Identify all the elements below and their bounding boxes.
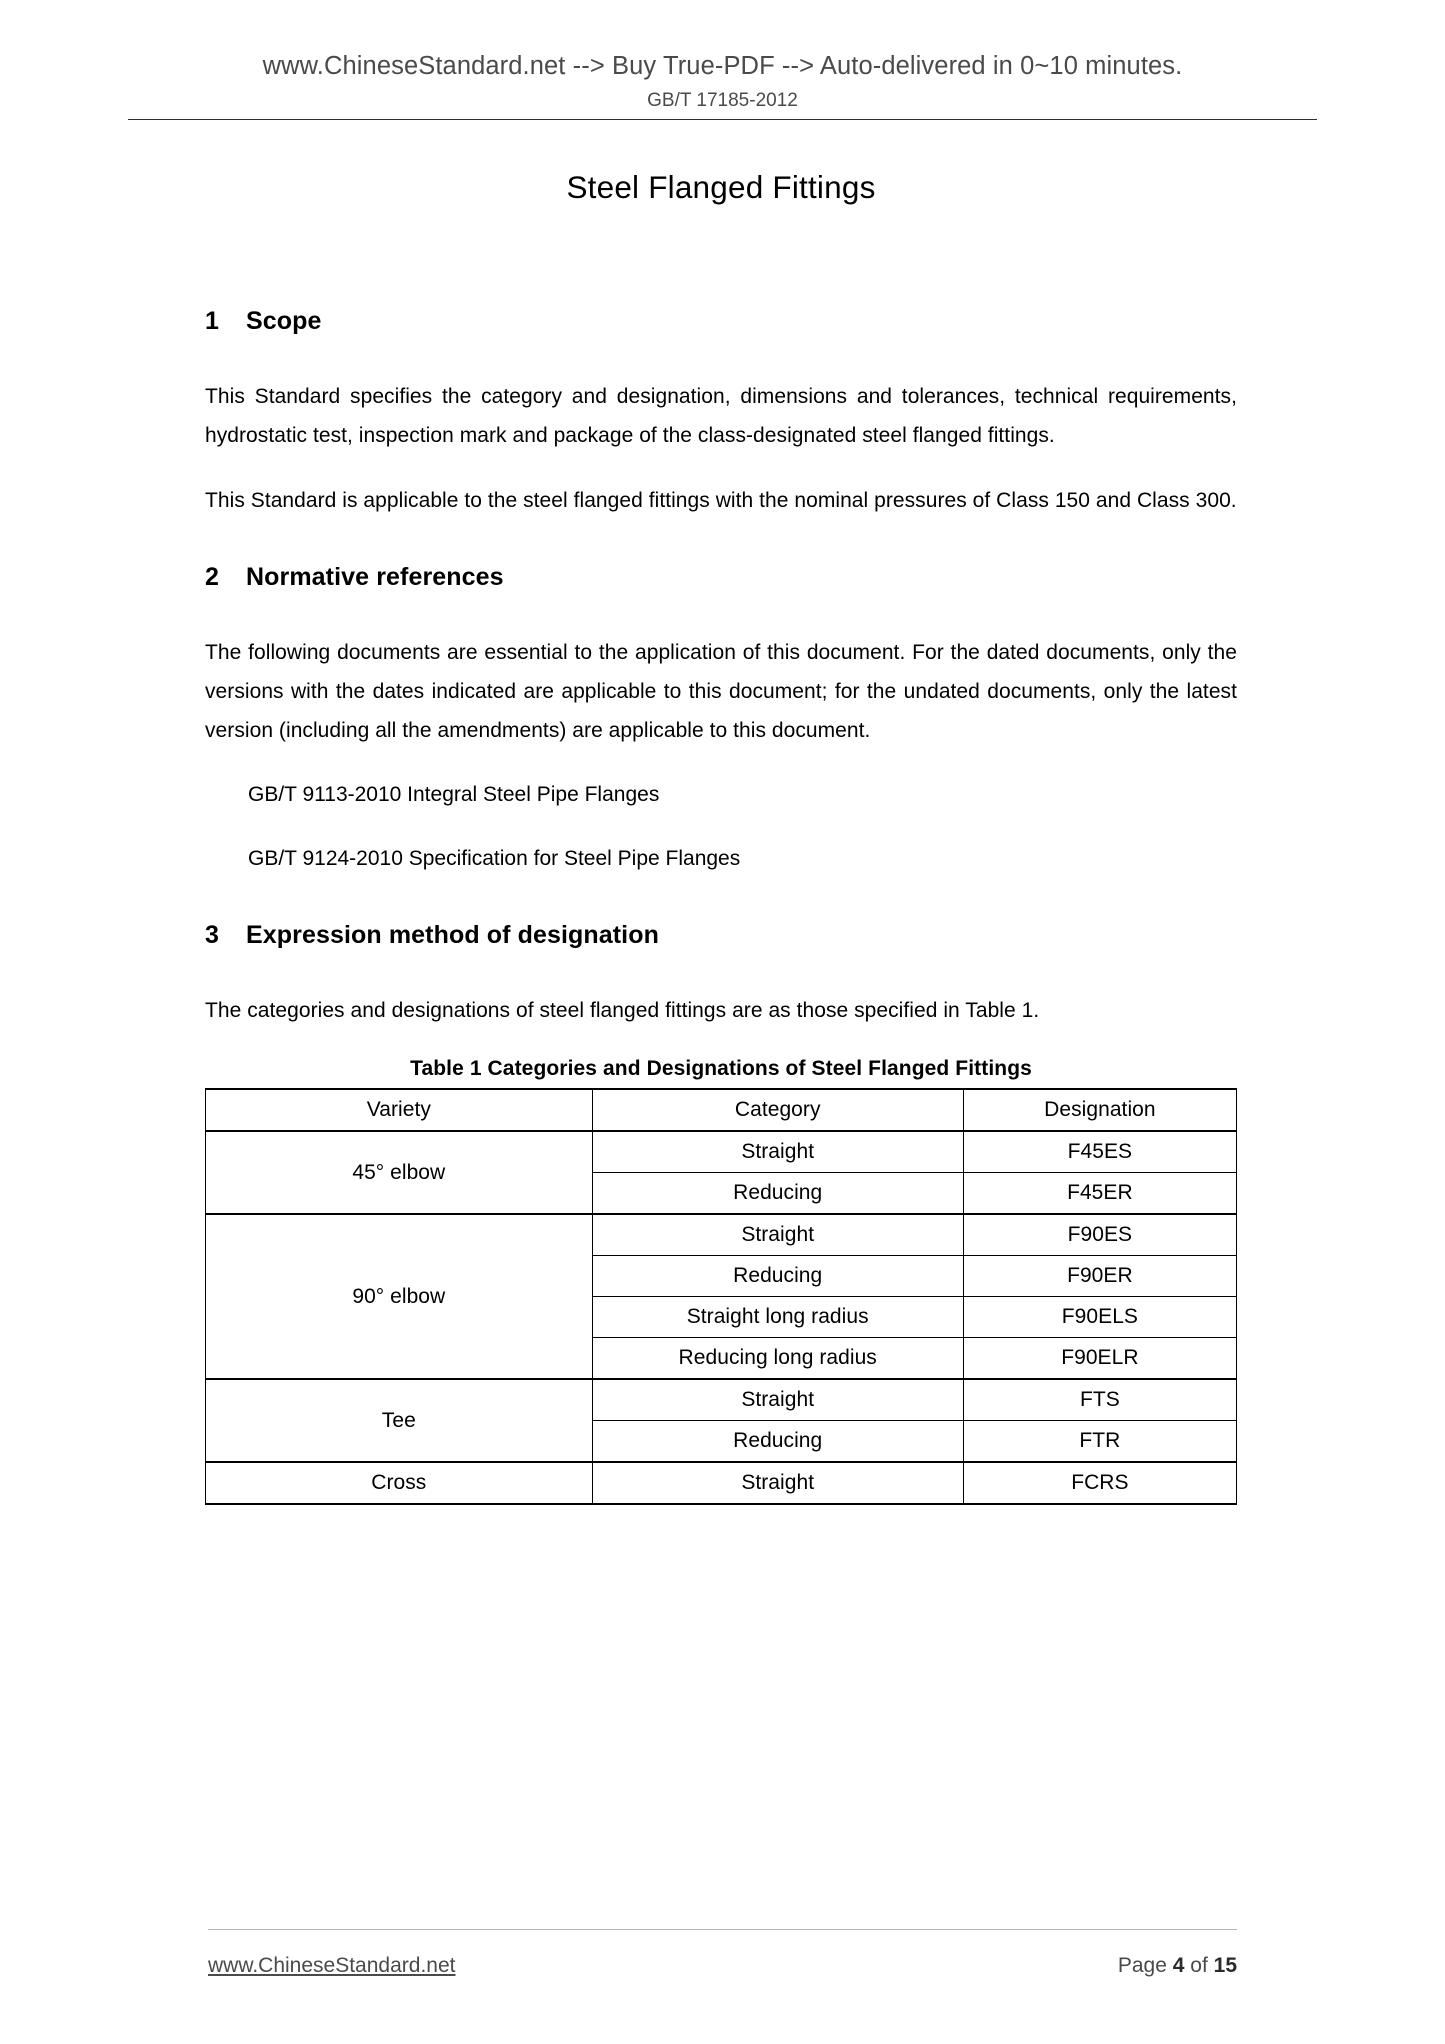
footer-divider [208, 1929, 1237, 1930]
footer-site-link[interactable]: www.ChineseStandard.net [208, 1954, 456, 1977]
table-cell-designation: F90ER [963, 1256, 1236, 1297]
table-cell-category: Straight [592, 1131, 963, 1173]
page-prefix-label: Page [1117, 1954, 1173, 1977]
page-title: Steel Flanged Fittings [566, 169, 876, 205]
table-cell-category: Reducing [592, 1256, 963, 1297]
table-cell-category: Straight [592, 1214, 963, 1256]
table-cell-designation: FTS [963, 1379, 1236, 1421]
table-cell-variety: 90° elbow [206, 1214, 593, 1379]
table-cell-category: Reducing [592, 1173, 963, 1215]
table-row [206, 1214, 1237, 1256]
section-title: Scope [246, 307, 322, 335]
table-cell-category: Straight [592, 1462, 963, 1504]
table-cell-designation: F90ES [963, 1214, 1236, 1256]
page-middle-label: of [1184, 1954, 1214, 1977]
page-current-number: 4 [1172, 1954, 1185, 1977]
scope-paragraph-1: This Standard specifies the category and designation, dimensions and tolerances, technical requirements, hydrostatic test, inspection mark and package of the class-designated steel flanged fittings. [205, 385, 1237, 447]
promo-banner-text: www.ChineseStandard.net --> Buy True-PDF --> Auto-delivered in 0~10 minutes. [262, 52, 1183, 80]
section-heading-normative-references [205, 563, 1237, 592]
page-total-number: 15 [1213, 1954, 1237, 1977]
table-column-header: Designation [963, 1089, 1236, 1131]
table-column-header: Category [592, 1089, 963, 1131]
section-number: 3 [205, 921, 220, 949]
table-row [206, 1131, 1237, 1173]
table-cell-variety: 45° elbow [206, 1131, 593, 1214]
table-categories-designations [205, 1088, 1237, 1505]
section-title: Normative references [246, 563, 504, 591]
reference-item-gbt9113: GB/T 9113-2010 Integral Steel Pipe Flanges [248, 783, 660, 806]
table-cell-designation: F45ES [963, 1131, 1236, 1173]
table-body [206, 1089, 1237, 1504]
table-header-row [206, 1089, 1237, 1131]
expression-method-paragraph: The categories and designations of steel flanged fittings are as those specified in Table 1. [205, 999, 1040, 1022]
section-heading-expression-method [205, 921, 1237, 950]
section-number: 1 [205, 307, 220, 335]
page-header [0, 0, 1445, 120]
standard-number: GB/T 17185-2012 [647, 90, 798, 111]
page-footer [208, 1929, 1237, 1978]
reference-item-gbt9124: GB/T 9124-2010 Specification for Steel Pipe Flanges [248, 847, 741, 870]
table-cell-designation: F45ER [963, 1173, 1236, 1215]
table-row [206, 1462, 1237, 1504]
page-number-indicator [1118, 1954, 1237, 1978]
section-number: 2 [205, 563, 220, 591]
section-heading-scope [205, 307, 1237, 336]
table-cell-category: Straight [592, 1379, 963, 1421]
table-cell-category: Straight long radius [592, 1297, 963, 1338]
section-title: Expression method of designation [246, 921, 659, 949]
scope-paragraph-2: This Standard is applicable to the steel flanged fittings with the nominal pressures of Class 150 and Class 300. [205, 489, 1237, 512]
table-cell-designation: FTR [963, 1421, 1236, 1463]
header-divider [128, 119, 1317, 120]
table-cell-variety: Cross [206, 1462, 593, 1504]
table-cell-variety: Tee [206, 1379, 593, 1462]
table-cell-category: Reducing long radius [592, 1338, 963, 1380]
table-cell-designation: F90ELS [963, 1297, 1236, 1338]
table-cell-designation: FCRS [963, 1462, 1236, 1504]
normative-references-paragraph: The following documents are essential to the application of this document. For the dated documents, only the versions with the dates indicated are applicable to this document; for the undated documents, only the latest version (including all the amendments) are applicable to this document. [205, 641, 1237, 742]
table-cell-category: Reducing [592, 1421, 963, 1463]
table-row [206, 1379, 1237, 1421]
document-body [0, 169, 1445, 1505]
table-caption: Table 1 Categories and Designations of Steel Flanged Fittings [410, 1057, 1032, 1080]
table-column-header: Variety [206, 1089, 593, 1131]
table-cell-designation: F90ELR [963, 1338, 1236, 1380]
